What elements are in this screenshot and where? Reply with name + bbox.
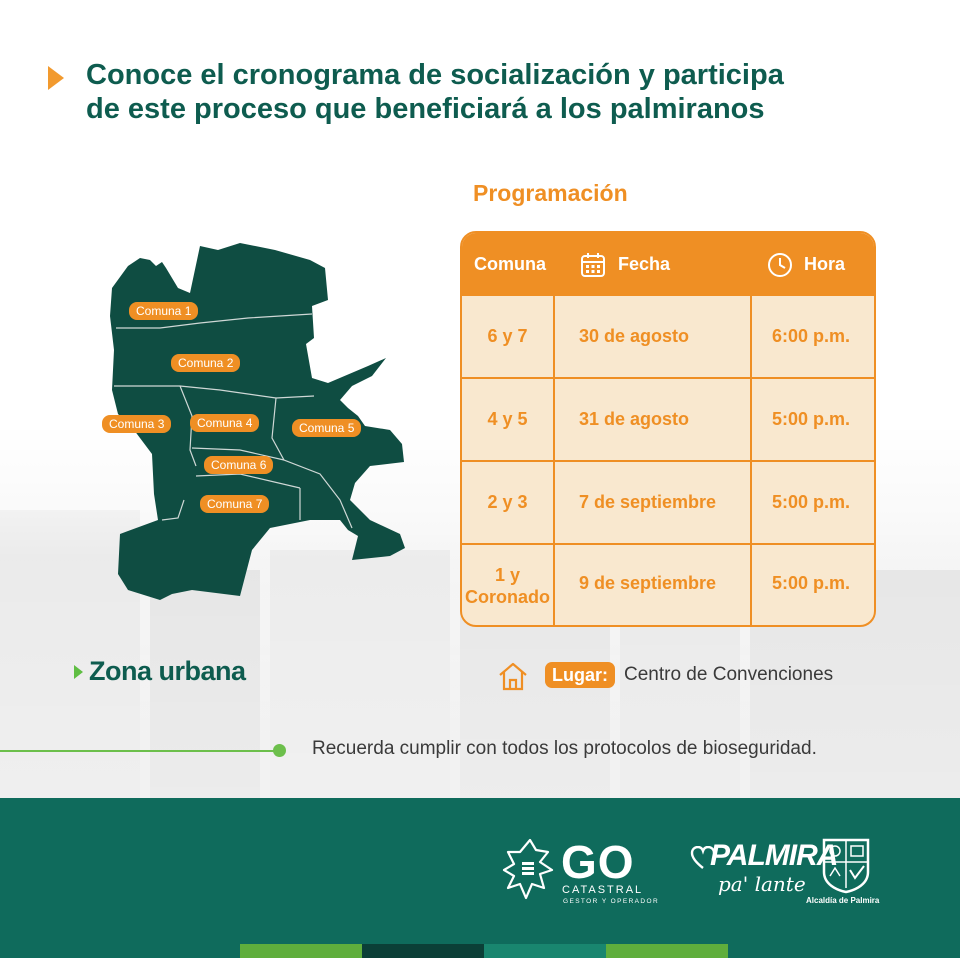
alcaldia-shield-icon — [820, 836, 872, 894]
urban-zone-map — [100, 238, 420, 610]
schedule-table — [460, 231, 876, 627]
map-caption: Zona urbana — [89, 656, 246, 686]
clock-icon — [767, 252, 793, 278]
cell-hora: 5:00 p.m. — [772, 572, 851, 593]
place-label: Lugar: — [545, 662, 615, 688]
reminder-text: Recuerda cumplir con todos los protocolos de bioseguridad. — [312, 738, 817, 759]
cell-fecha: 7 de septiembre — [579, 492, 717, 512]
place-value: Centro de Convenciones — [624, 664, 834, 685]
label-comuna-2: Comuna 2 — [171, 354, 240, 372]
footer-stripe — [484, 944, 606, 958]
title-line-1: Conoce el cronograma de socialización y participa — [86, 59, 784, 91]
cell-comuna: 6 y 7 — [487, 326, 528, 346]
title-line-2: de este proceso que beneficiará a los palmiranos — [86, 93, 765, 125]
go-logo-tag: GESTOR Y OPERADOR — [563, 898, 660, 905]
palmira-logo-sub: pa' lante — [718, 872, 806, 896]
title-arrow-icon — [48, 66, 64, 90]
go-catastral-logo-icon — [500, 836, 556, 908]
label-comuna-4: Comuna 4 — [190, 414, 259, 432]
go-logo-sub: CATASTRAL — [562, 884, 644, 896]
cell-comuna: 2 y 3 — [487, 492, 528, 512]
header-fecha — [580, 233, 750, 296]
zona-arrow-icon — [74, 665, 83, 679]
header-hora — [767, 233, 876, 296]
label-comuna-1: Comuna 1 — [129, 302, 198, 320]
reminder-dot — [273, 744, 286, 757]
label-comuna-7: Comuna 7 — [200, 495, 269, 513]
schedule-title: Programación — [473, 180, 628, 206]
footer-stripe — [728, 944, 960, 958]
footer-stripe — [606, 944, 728, 958]
cell-comuna: 4 y 5 — [487, 409, 528, 429]
footer-stripe — [240, 944, 362, 958]
header-hora-label: Hora — [804, 254, 846, 274]
label-comuna-3: Comuna 3 — [102, 415, 171, 433]
cell-fecha: 9 de septiembre — [579, 572, 717, 593]
header-fecha-label: Fecha — [618, 254, 671, 274]
reminder-line — [0, 750, 280, 752]
calendar-icon — [580, 252, 606, 278]
column-divider — [750, 233, 752, 625]
column-divider — [553, 233, 555, 625]
cell-comuna-line-1: 1 y — [494, 564, 521, 585]
footer-stripe — [362, 944, 484, 958]
cell-hora: 6:00 p.m. — [772, 326, 851, 346]
header-comuna: Comuna — [474, 254, 546, 274]
cell-fecha: 31 de agosto — [579, 409, 690, 429]
cell-fecha: 30 de agosto — [579, 326, 690, 346]
footer-stripe — [0, 944, 240, 958]
cell-hora: 5:00 p.m. — [772, 409, 851, 429]
cell-hora: 5:00 p.m. — [772, 492, 851, 512]
alcaldia-text: Alcaldía de Palmira — [806, 896, 880, 905]
page-title — [86, 58, 906, 126]
go-logo-text: GO — [561, 836, 635, 888]
label-comuna-5: Comuna 5 — [292, 419, 361, 437]
label-comuna-6: Comuna 6 — [204, 456, 273, 474]
house-icon — [497, 660, 529, 692]
cell-comuna-line-2: Coronado — [465, 586, 550, 607]
palmira-logo-text: PALMIRA — [710, 839, 838, 872]
cell-comuna — [462, 545, 553, 626]
